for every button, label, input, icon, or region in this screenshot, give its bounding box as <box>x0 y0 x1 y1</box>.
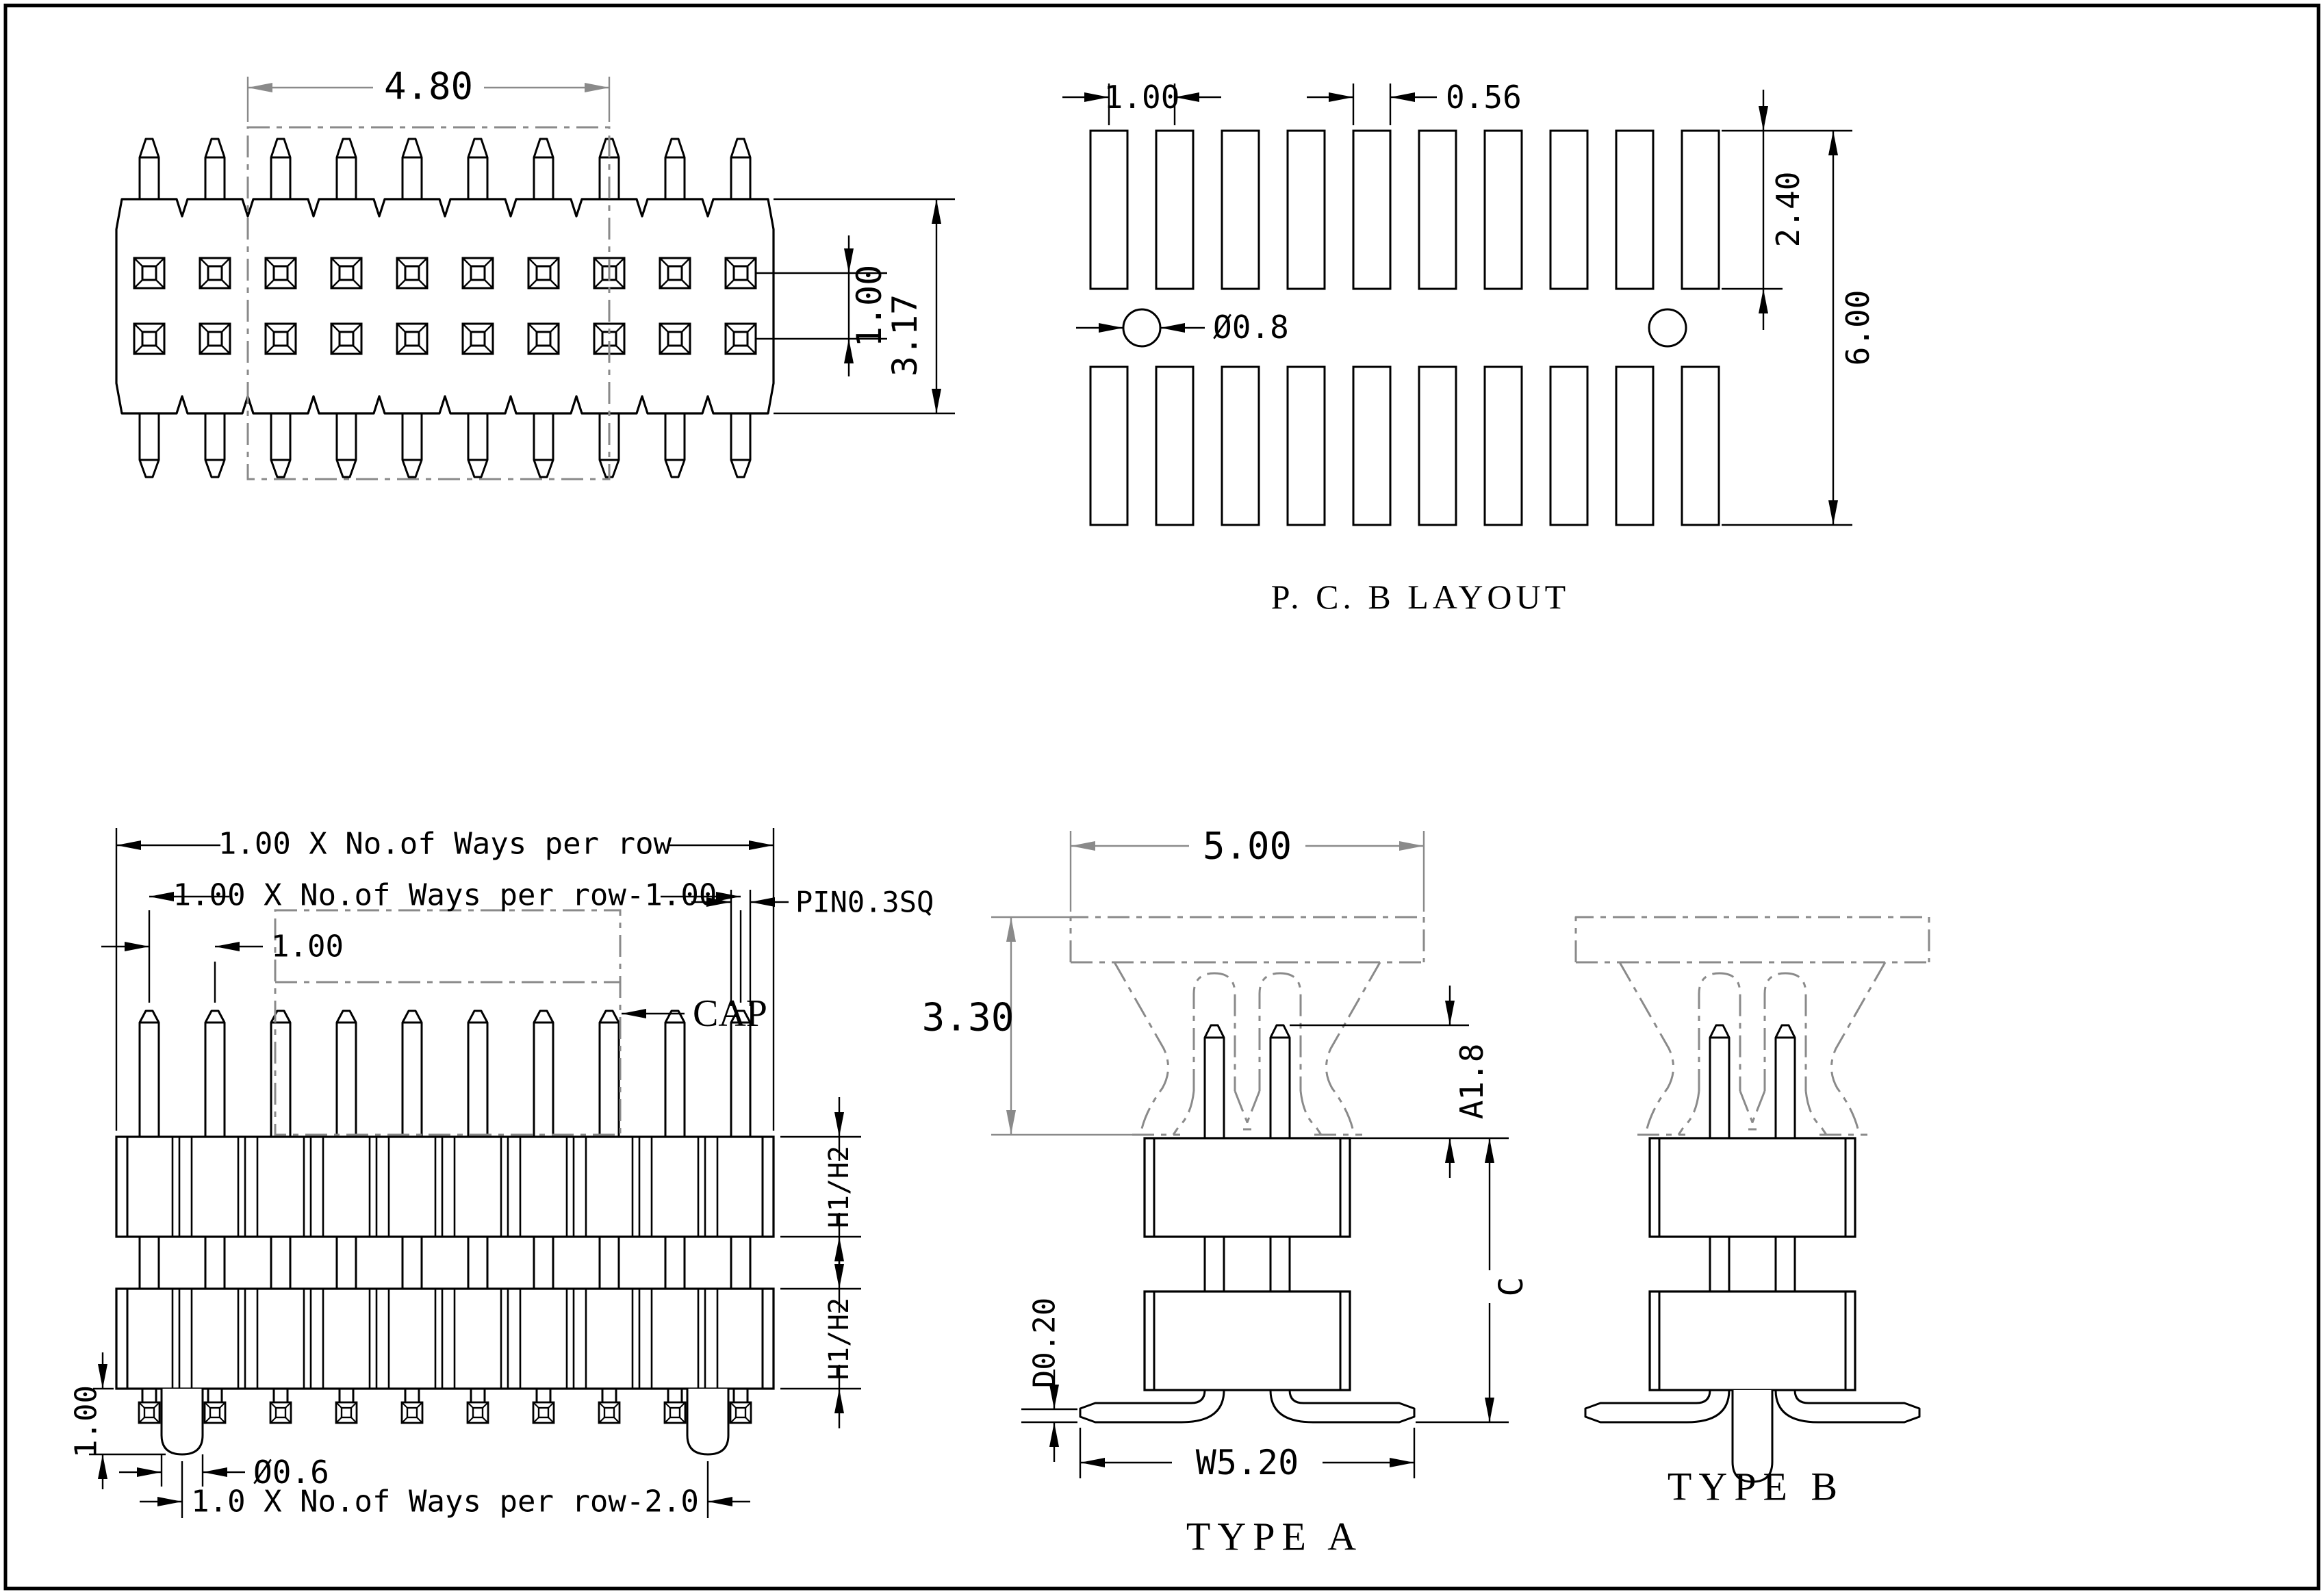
type-a-view <box>922 825 1531 1559</box>
pin-section-bevel <box>726 258 734 266</box>
pin-section-bevel <box>156 346 164 354</box>
pin-section-bevel <box>397 324 405 332</box>
pin-section-bevel <box>266 346 274 354</box>
arrowhead <box>116 840 141 850</box>
cap-phantom-finger <box>1740 1091 1755 1129</box>
pcb-pad <box>1682 131 1719 289</box>
smt-pad-inner <box>670 1408 680 1417</box>
cap-phantom-finger <box>1678 1091 1699 1135</box>
arrowhead <box>137 1467 162 1477</box>
arrowhead <box>98 1364 107 1389</box>
pin-section-bevel <box>682 280 690 288</box>
pin-section-inner <box>537 266 550 280</box>
pin-section-inner <box>274 266 288 280</box>
insulator-block <box>116 1289 774 1389</box>
arrowhead <box>750 897 775 907</box>
pin-section-inner <box>471 266 485 280</box>
pcb-hole <box>1123 309 1160 346</box>
arrowhead <box>248 83 272 92</box>
dim-upper-height: H1/H2 <box>823 1145 855 1229</box>
pin-upper <box>665 1011 685 1137</box>
arrowhead <box>1828 500 1838 525</box>
pin-bottom <box>468 413 487 477</box>
arrowhead <box>157 1497 182 1506</box>
dim-overall-ways: 1.00 X No.of Ways per row <box>218 826 672 862</box>
pcb-pad <box>1156 367 1193 525</box>
type-a-label: TYPE A <box>1186 1514 1364 1559</box>
pin-section-inner <box>471 332 485 346</box>
arrowhead <box>1759 289 1768 313</box>
pin-section-bevel <box>485 258 493 266</box>
arrowhead <box>1759 106 1768 131</box>
arrowhead <box>1099 323 1123 333</box>
pin-section-bevel <box>485 324 493 332</box>
pin-bottom <box>731 413 750 477</box>
arrowhead <box>708 1497 732 1506</box>
pin-section-bevel <box>134 324 142 332</box>
pin-section-bevel <box>550 280 559 288</box>
pin-section-bevel <box>550 346 559 354</box>
cap-phantom-finger <box>1750 1091 1765 1129</box>
pin-section-bevel <box>748 280 756 288</box>
arrowhead <box>215 942 240 951</box>
dim-body-depth: 3.17 <box>885 294 925 377</box>
pin-section-bevel <box>616 324 624 332</box>
dim-peg-span: 1.0 X No.of Ways per row-2.0 <box>191 1484 699 1519</box>
pin-upper <box>337 1011 356 1137</box>
locating-peg <box>687 1389 728 1454</box>
pin-section-bevel <box>748 324 756 332</box>
smt-pad-inner <box>342 1408 351 1417</box>
pin-section-bevel <box>726 346 734 354</box>
pcb-pad <box>1419 367 1456 525</box>
pin-section-bevel <box>660 346 668 354</box>
pin-upper <box>403 1011 422 1137</box>
dim-peg-dia: Ø0.6 <box>253 1454 329 1491</box>
pcb-layout-view <box>1062 79 1876 616</box>
insulator-block <box>1145 1291 1350 1390</box>
cap-phantom-finger <box>1765 973 1806 1091</box>
pin-section-bevel <box>222 280 230 288</box>
dim-peg-length: 1.00 <box>68 1385 104 1458</box>
pin-section-bevel <box>682 324 690 332</box>
pin-section-bevel <box>419 258 427 266</box>
pin-bottom <box>271 413 290 477</box>
pin-section-bevel <box>156 280 164 288</box>
pin-top <box>140 139 159 199</box>
pin-upper <box>1205 1025 1224 1138</box>
locating-peg <box>162 1389 203 1454</box>
pcb-pad <box>1222 131 1259 289</box>
arrowhead <box>1390 92 1415 102</box>
pin-section-bevel <box>463 280 471 288</box>
dim-typea-cap-height: 3.30 <box>921 995 1014 1040</box>
pin-section-bevel <box>266 258 274 266</box>
arrowhead <box>1160 323 1185 333</box>
pin-section-bevel <box>528 346 537 354</box>
dim-row-pitch: 1.00 <box>850 264 889 348</box>
pin-section-bevel <box>134 346 142 354</box>
pcb-pad <box>1616 367 1653 525</box>
pcb-layout-title: P. C. B LAYOUT <box>1270 578 1570 616</box>
cap-phantom-wall <box>1114 962 1169 1135</box>
dim-pad-width: 0.56 <box>1446 79 1522 116</box>
pin-section-bevel <box>463 324 471 332</box>
pin-section-bevel <box>616 258 624 266</box>
smt-lead <box>1585 1390 1729 1422</box>
arrowhead <box>834 1264 844 1289</box>
arrowhead <box>1485 1138 1494 1163</box>
arrowhead <box>1390 1458 1414 1467</box>
smt-pad-inner <box>736 1408 745 1417</box>
pin-section-bevel <box>353 346 361 354</box>
pin-section-inner <box>142 332 156 346</box>
cap-phantom-finger <box>1301 1091 1321 1135</box>
pcb-pad <box>1090 367 1127 525</box>
smt-pad-inner <box>407 1408 417 1417</box>
pin-section-bevel <box>134 280 142 288</box>
cap-phantom-top <box>1576 917 1929 962</box>
pcb-pad <box>1156 131 1193 289</box>
pcb-pad <box>1550 131 1587 289</box>
cap-phantom-finger <box>1235 1091 1250 1129</box>
pin-section-inner <box>734 266 748 280</box>
arrowhead <box>1049 1422 1059 1447</box>
pin-section-bevel <box>397 280 405 288</box>
dim-pcb-overall: 6.00 <box>1839 290 1876 366</box>
pin-section-inner <box>668 332 682 346</box>
pin-section-inner <box>734 332 748 346</box>
pin-bottom <box>534 413 553 477</box>
smt-pad-inner <box>210 1408 220 1417</box>
arrowhead <box>1485 1398 1494 1422</box>
pin-section-bevel <box>550 324 559 332</box>
dim-pin-span: 1.00 X No.of Ways per row-1.00 <box>173 877 717 913</box>
dim-body-height: C <box>1492 1276 1531 1297</box>
cap-phantom-wall <box>1326 962 1380 1135</box>
pin-section-bevel <box>682 258 690 266</box>
pin-section-bevel <box>353 324 361 332</box>
arrowhead <box>203 1467 227 1477</box>
pin-section-bevel <box>331 280 340 288</box>
pin-section-bevel <box>266 280 274 288</box>
pin-section-bevel <box>288 258 296 266</box>
pin-section-bevel <box>594 324 602 332</box>
pin-upper <box>271 1011 290 1137</box>
pin-section-bevel <box>156 324 164 332</box>
dim-pad-length: 2.40 <box>1770 171 1806 248</box>
pin-top <box>534 139 553 199</box>
smt-pad-inner <box>539 1408 548 1417</box>
pin-upper <box>1270 1025 1290 1138</box>
dim-pad-pitch: 1.00 <box>1103 79 1180 116</box>
drawing-border <box>5 5 2319 1589</box>
arrowhead <box>1445 1138 1455 1163</box>
smt-pad-inner <box>604 1408 614 1417</box>
cap-phantom-finger <box>1244 1091 1260 1129</box>
dim-lower-height: H1/H2 <box>823 1297 855 1380</box>
pin-upper <box>1710 1025 1729 1138</box>
pin-section-bevel <box>222 346 230 354</box>
pin-upper <box>140 1011 159 1137</box>
insulator-block <box>116 1137 774 1237</box>
pin-bottom <box>665 413 685 477</box>
pin-section-inner <box>668 266 682 280</box>
pin-section-bevel <box>748 346 756 354</box>
smt-lead <box>1776 1390 1919 1422</box>
pin-top <box>271 139 290 199</box>
pin-section-bevel <box>485 346 493 354</box>
pin-section-bevel <box>200 324 208 332</box>
smt-pad-inner <box>473 1408 483 1417</box>
cap-phantom-finger <box>1806 1091 1826 1135</box>
insulator-block <box>1145 1138 1350 1237</box>
pin-top <box>665 139 685 199</box>
type-b-label: TYPE B <box>1667 1464 1845 1509</box>
pcb-pad <box>1222 367 1259 525</box>
pin-section-bevel <box>331 346 340 354</box>
pin-upper <box>205 1011 225 1137</box>
cap-phantom-finger <box>1173 1091 1194 1135</box>
pin-section-bevel <box>288 346 296 354</box>
pin-upper <box>534 1011 553 1137</box>
pin-section-bevel <box>200 346 208 354</box>
pin-section-inner <box>340 332 353 346</box>
pin-top <box>468 139 487 199</box>
pin-section-bevel <box>616 280 624 288</box>
pin-section-bevel <box>463 258 471 266</box>
pcb-hole <box>1649 309 1686 346</box>
pin-bottom <box>140 413 159 477</box>
cap-phantom-wall <box>1620 962 1674 1135</box>
cap-phantom-outline <box>248 127 609 479</box>
pcb-pad <box>1090 131 1127 289</box>
pin-section-bevel <box>200 280 208 288</box>
dim-hole-dia: Ø0.8 <box>1213 309 1289 346</box>
dim-pin-square: PIN0.3SQ <box>795 885 934 919</box>
pin-section-bevel <box>594 346 602 354</box>
pin-section-bevel <box>528 258 537 266</box>
pin-section-bevel <box>660 280 668 288</box>
pin-section-bevel <box>353 280 361 288</box>
pin-section-bevel <box>682 346 690 354</box>
pin-section-bevel <box>528 280 537 288</box>
pcb-pad <box>1682 367 1719 525</box>
arrowhead <box>834 1112 844 1137</box>
dim-pitch: 1.00 <box>271 929 344 964</box>
dim-standoff: D0.20 <box>1027 1297 1062 1389</box>
smt-lead <box>1080 1390 1224 1422</box>
smt-lead <box>1270 1390 1414 1422</box>
pin-section-bevel <box>485 280 493 288</box>
pin-section-bevel <box>550 258 559 266</box>
pin-section-bevel <box>419 324 427 332</box>
pin-top <box>731 139 750 199</box>
smt-pad-inner <box>276 1408 285 1417</box>
pin-section-bevel <box>419 280 427 288</box>
pin-section-bevel <box>748 258 756 266</box>
pin-section-inner <box>340 266 353 280</box>
pin-section-inner <box>405 332 419 346</box>
pin-upper <box>1776 1025 1795 1138</box>
pin-section-inner <box>537 332 550 346</box>
insulator-block <box>1650 1138 1855 1237</box>
pin-upper <box>600 1011 619 1137</box>
arrowhead <box>749 840 774 850</box>
pin-section-inner <box>208 332 222 346</box>
cap-phantom-finger <box>1194 973 1235 1091</box>
pin-top <box>337 139 356 199</box>
side-view <box>69 827 934 1519</box>
pin-section-bevel <box>397 346 405 354</box>
pcb-pad <box>1485 131 1522 289</box>
pin-section-inner <box>405 266 419 280</box>
insulator-block <box>1650 1291 1855 1390</box>
pin-bottom <box>403 413 422 477</box>
arrowhead <box>585 83 609 92</box>
pin-section-inner <box>274 332 288 346</box>
pin-section-bevel <box>222 324 230 332</box>
pin-section-bevel <box>331 258 340 266</box>
pin-section-bevel <box>353 258 361 266</box>
pin-top <box>205 139 225 199</box>
arrowhead <box>1399 841 1424 851</box>
pin-section-bevel <box>616 346 624 354</box>
pcb-pad <box>1550 367 1587 525</box>
pin-upper <box>468 1011 487 1137</box>
pin-bottom <box>205 413 225 477</box>
pcb-pad <box>1288 367 1325 525</box>
pin-section-bevel <box>222 258 230 266</box>
pcb-pad <box>1353 131 1390 289</box>
pcb-pad <box>1616 131 1653 289</box>
top-view <box>116 65 955 480</box>
arrowhead <box>1329 92 1353 102</box>
pin-section-bevel <box>726 280 734 288</box>
pin-section-bevel <box>397 258 405 266</box>
pin-section-inner <box>142 266 156 280</box>
arrowhead <box>125 942 149 951</box>
arrowhead <box>1006 1110 1016 1135</box>
pin-section-bevel <box>594 280 602 288</box>
pin-section-bevel <box>463 346 471 354</box>
dim-typea-cap-width: 5.00 <box>1202 824 1292 868</box>
pin-section-bevel <box>594 258 602 266</box>
pcb-pad <box>1419 131 1456 289</box>
arrowhead <box>149 892 174 901</box>
dim-cap-width: 4.80 <box>383 64 474 108</box>
arrowhead <box>622 1009 646 1018</box>
arrowhead <box>1828 131 1838 155</box>
pin-section-bevel <box>134 258 142 266</box>
pin-section-bevel <box>266 324 274 332</box>
cap-phantom-top <box>1071 917 1424 962</box>
arrowhead <box>1071 841 1095 851</box>
header-body-outline <box>116 199 774 413</box>
pin-section-inner <box>208 266 222 280</box>
arrowhead <box>834 1389 844 1413</box>
smt-pad-inner <box>144 1408 154 1417</box>
cap-phantom-finger <box>1699 973 1740 1091</box>
dim-lead-span: W5.20 <box>1195 1443 1299 1482</box>
pin-section-bevel <box>200 258 208 266</box>
pin-section-bevel <box>528 324 537 332</box>
pcb-pad <box>1288 131 1325 289</box>
arrowhead <box>1006 917 1016 942</box>
pcb-pad <box>1485 367 1522 525</box>
arrowhead <box>932 389 941 413</box>
pin-section-bevel <box>660 324 668 332</box>
pin-section-bevel <box>726 324 734 332</box>
pin-bottom <box>337 413 356 477</box>
pcb-pad <box>1353 367 1390 525</box>
pin-section-bevel <box>419 346 427 354</box>
pin-section-bevel <box>660 258 668 266</box>
arrowhead <box>1080 1458 1105 1467</box>
type-b-view <box>1576 917 1929 1509</box>
arrowhead <box>932 199 941 224</box>
pin-top <box>403 139 422 199</box>
arrowhead <box>1445 1001 1455 1025</box>
pin-section-bevel <box>156 258 164 266</box>
pin-section-bevel <box>331 324 340 332</box>
cap-label: CAP <box>693 992 767 1035</box>
cap-phantom-finger <box>1260 973 1301 1091</box>
pin-section-bevel <box>288 280 296 288</box>
dim-pin-exposed: A1.8 <box>1453 1043 1490 1120</box>
pin-section-bevel <box>288 324 296 332</box>
cap-phantom-wall <box>1831 962 1885 1135</box>
